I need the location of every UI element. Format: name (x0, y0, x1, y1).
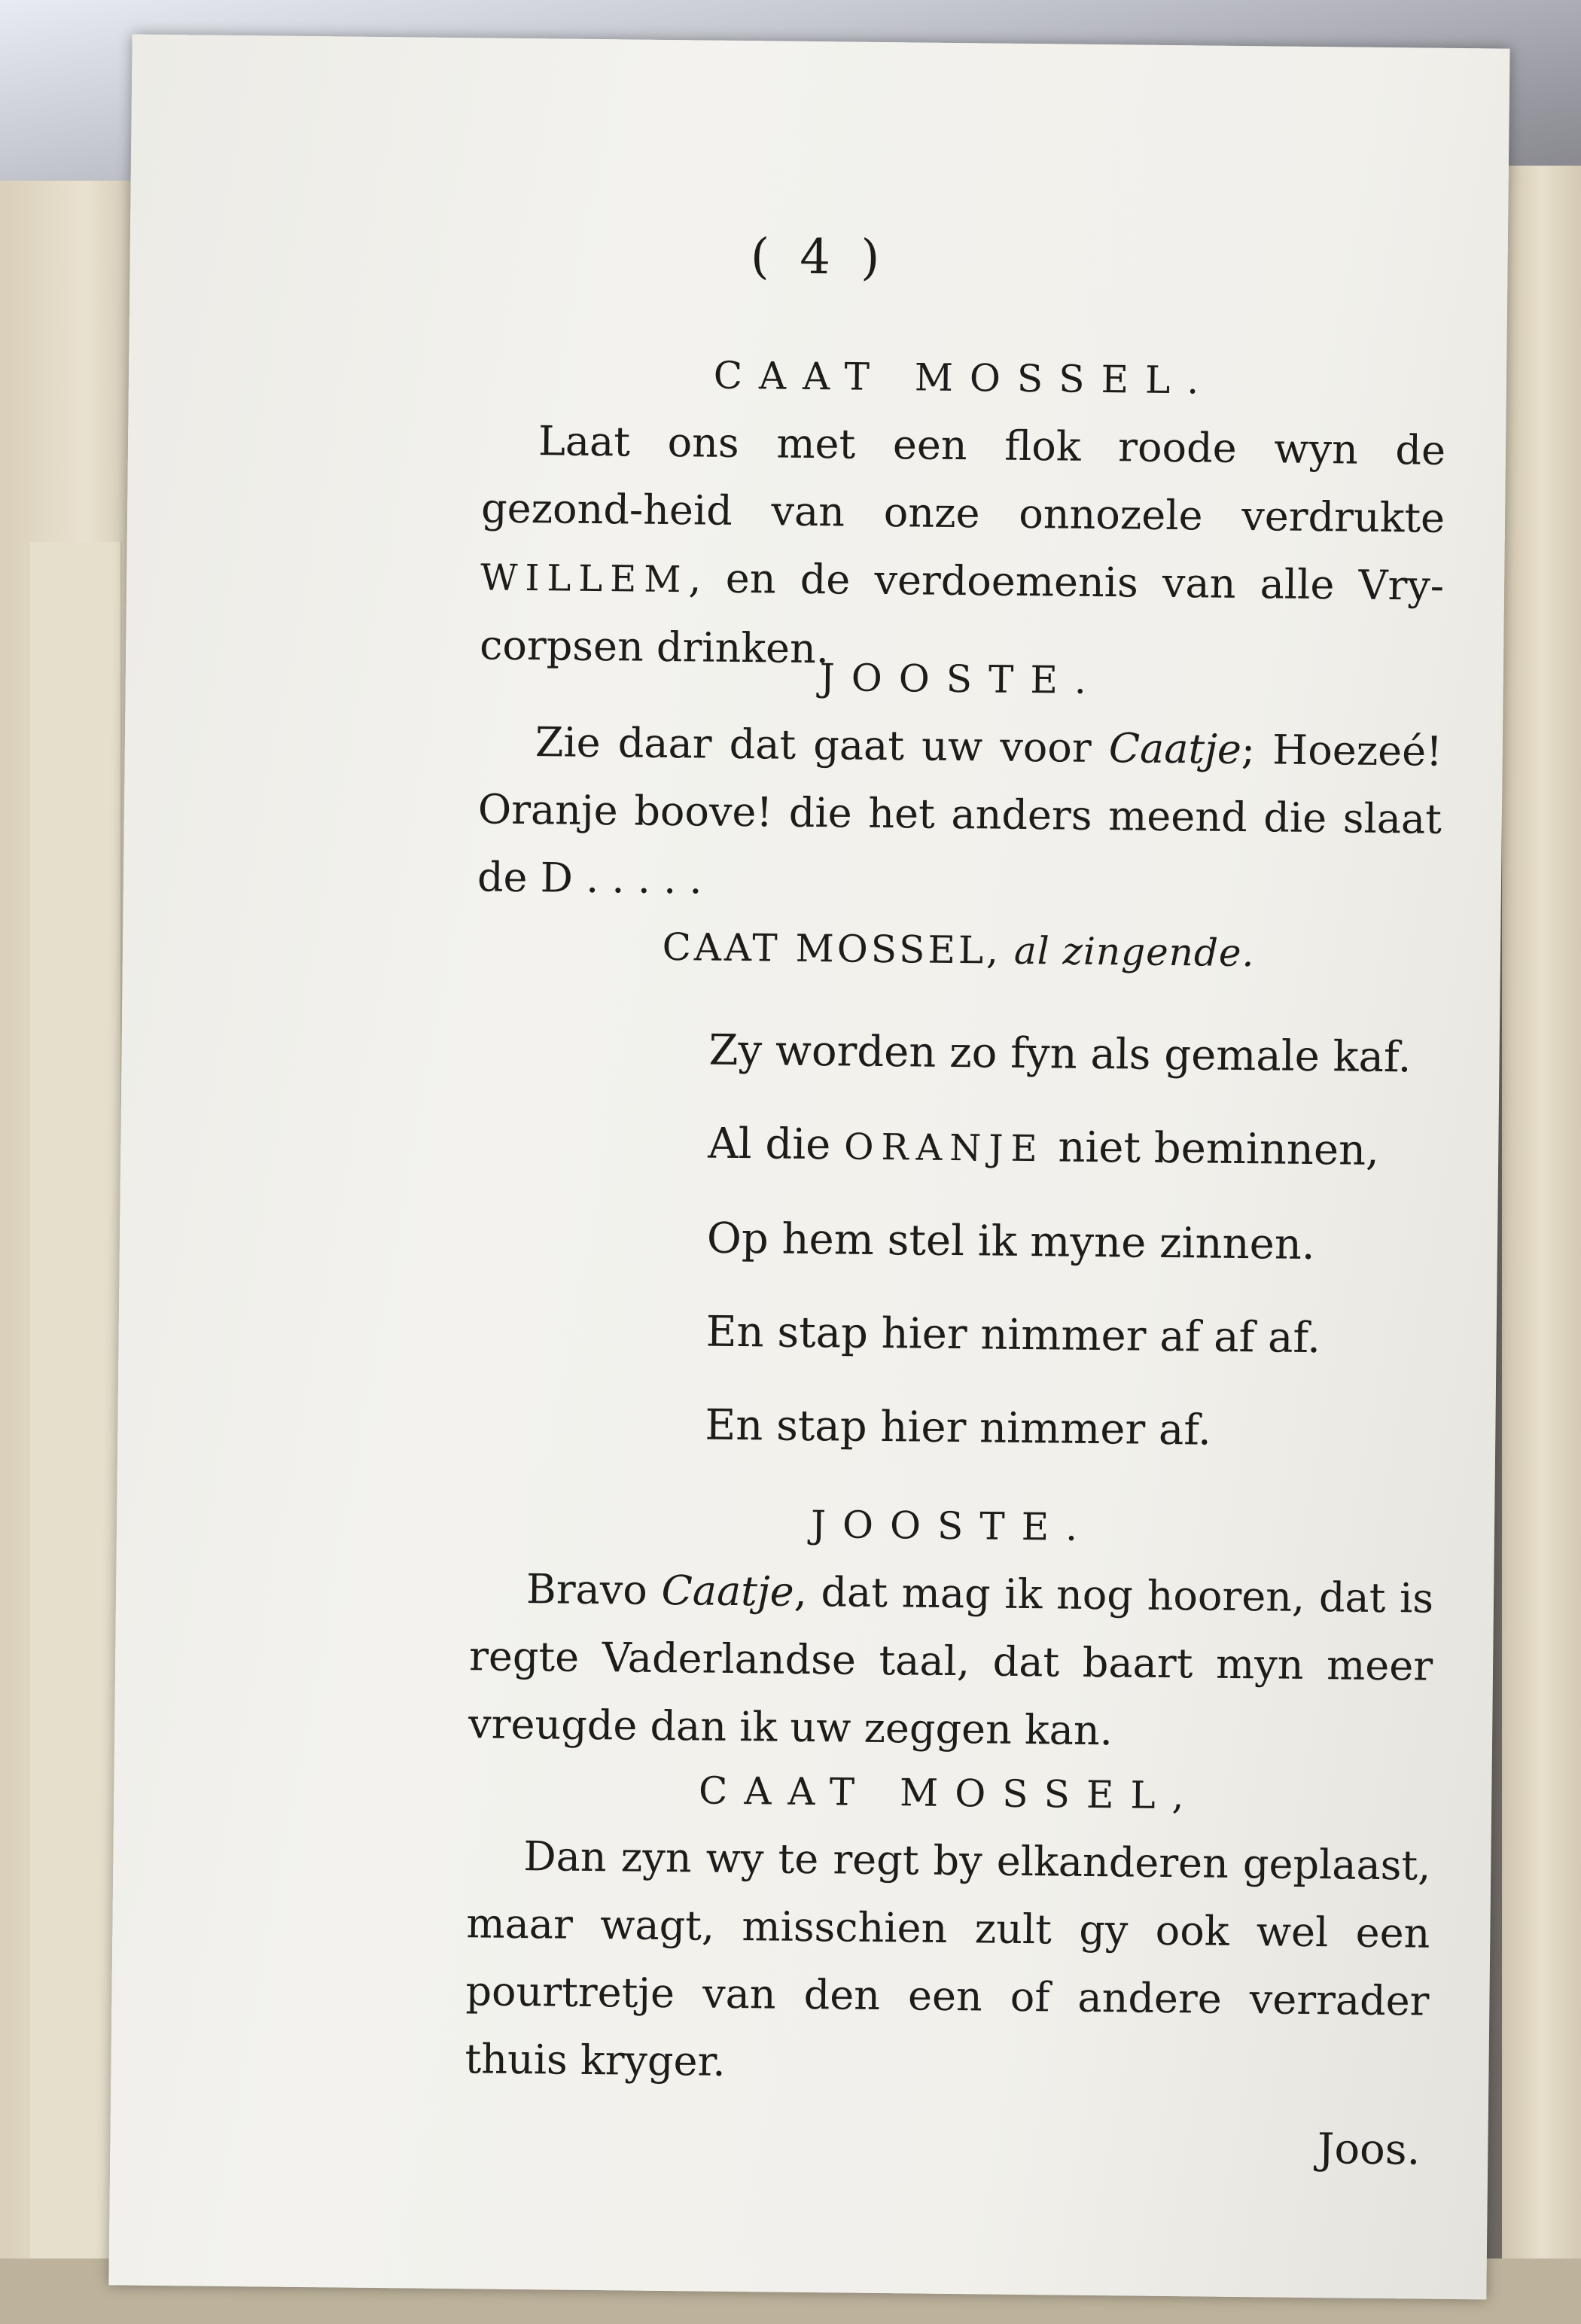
name-caatje: Caatje (1108, 724, 1242, 773)
verse-line-2 (708, 1098, 1461, 1200)
stage-direction: al zingende. (1001, 928, 1255, 976)
speech-text-part: Laat ons met een flok roode wyn de gezond-heid van onze onnozele verdrukte (480, 417, 1446, 542)
verse-line-2-b: niet beminnen, (1044, 1122, 1380, 1175)
verse-line-4: En stap hier nimmer af af af. (705, 1307, 1321, 1363)
speaker-name: JOOSTE. (810, 1503, 1095, 1549)
speech-text-part: Zie daar dat gaat uw voor (535, 718, 1110, 772)
page-number: ( 4 ) (750, 229, 888, 287)
name-caatje: Caatje (661, 1566, 794, 1616)
speech-text-part: , en de verdoemenis van alle Vry-corpsen drinken. (479, 554, 1445, 673)
name-willem: WILLEM (480, 556, 689, 602)
speaker-name: CAAT MOSSEL. (713, 353, 1216, 403)
speech-text-part: , dat mag ik nog hooren, dat is regte Vaderlandse taal, dat baart myn meer vreugde dan ik uw zeggen kan. (468, 1567, 1434, 1755)
song-verse (705, 1004, 1462, 1480)
verse-line-5: En stap hier nimmer af. (705, 1400, 1212, 1455)
speech-jooste-2 (468, 1487, 1435, 1768)
speech-text (468, 1555, 1434, 1768)
speech-caat-mossel-2 (465, 1754, 1432, 2103)
page-content (108, 35, 1509, 2300)
speech-text: Dan zyn wy te regt by elkanderen geplaast, maar wagt, misschien zult gy ook wel een pourtretje van den een of andere verrader thuis kryger. (465, 1832, 1431, 2085)
name-oranje: ORANJE (843, 1125, 1045, 1171)
speech-caat-mossel-1 (480, 339, 1447, 689)
verse-line-1: Zy worden zo fyn als gemale kaf. (708, 1025, 1412, 1083)
speaker-name: CAAT MOSSEL, (698, 1768, 1201, 1818)
speech-jooste-1 (477, 640, 1444, 921)
song-caat-mossel (477, 911, 1441, 988)
verse-line-2-a: Al die (707, 1119, 845, 1170)
speaker-label: CAAT MOSSEL, (662, 924, 1002, 973)
speech-text-part: ; Hoezeé! Oranje boove! die het anders meend die slaat de D . . . . . (477, 725, 1443, 903)
speaker-name: JOOSTE. (819, 656, 1104, 703)
speaker-name (477, 911, 1441, 988)
speech-text-part: Bravo (525, 1565, 662, 1614)
book-right-pages (1502, 166, 1581, 2324)
catchword: Joos. (1317, 2124, 1421, 2175)
book-left-inner-page (30, 542, 122, 2274)
book-page (108, 35, 1509, 2300)
verse-line-3: Op hem stel ik myne zinnen. (706, 1214, 1316, 1270)
speech-text (477, 708, 1443, 921)
